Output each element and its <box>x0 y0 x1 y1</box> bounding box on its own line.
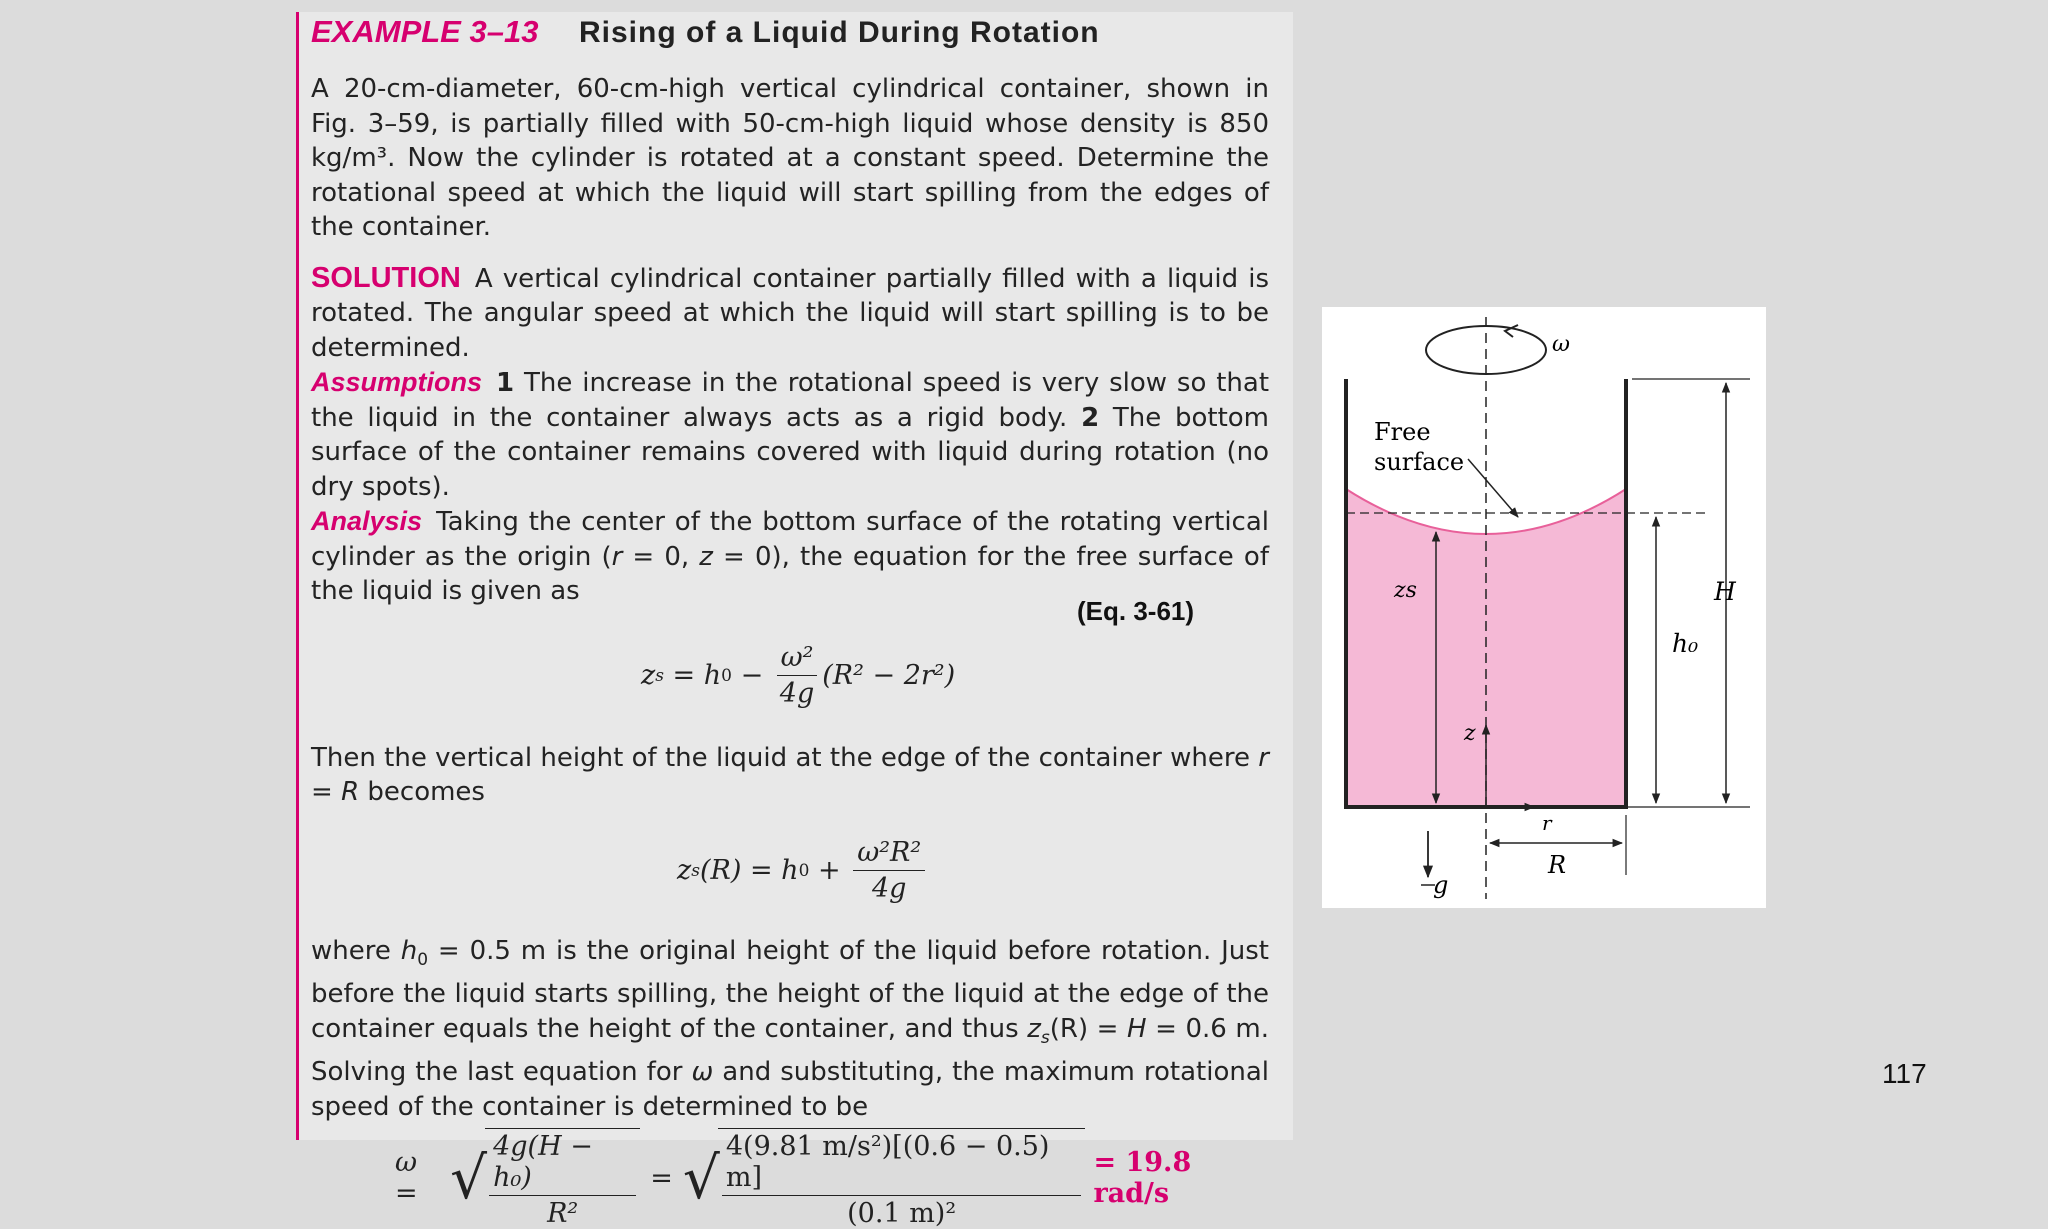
rotating-cylinder-figure <box>1322 307 1766 908</box>
edge-height-equation <box>677 828 1269 914</box>
eq1-h-sub: 0 <box>721 665 732 686</box>
analysis-r: r <box>611 541 623 572</box>
assumptions-paragraph <box>311 365 1269 504</box>
analysis-paragraph <box>311 504 1269 609</box>
eq2-equals: = <box>741 855 782 886</box>
edge-height-paragraph <box>311 741 1269 810</box>
eq1-h: h <box>703 660 722 691</box>
eq2-plus: + <box>809 855 850 886</box>
eq3-fraction-2 <box>722 1131 1082 1229</box>
rotational-speed-equation <box>395 1130 1269 1229</box>
substitution-paragraph <box>311 934 1269 1125</box>
where-h: h <box>400 935 418 966</box>
then-r: r <box>1258 742 1269 773</box>
assumptions-label: Assumptions <box>311 367 483 397</box>
eq3-sqrt-2: √ $\frac{\text{4(9.81 m/s²)[(0.6 − 0.5) m]}}{\text{(0.1 m)²}}$ <box>683 1128 1086 1229</box>
eq1-minus: − <box>731 660 772 691</box>
assumption-1-text: The increase in the rotational speed is very slow so that the liquid in the container always acts as a rigid body. <box>311 368 1270 433</box>
margin-bar <box>296 12 299 1140</box>
eq1-fraction <box>776 642 818 709</box>
eq3-result: = 19.8 rad/s <box>1093 1147 1192 1210</box>
assumption-2-text: The bottom surface of the container remains covered with liquid during rotation (no dry spots). <box>311 402 1270 502</box>
eq2-zs-sub: s <box>691 860 700 881</box>
free-surface-pointer <box>1468 459 1518 517</box>
analysis-text-3: = 0), the equation for the free surface of the liquid is given as <box>311 541 1269 606</box>
then-text-2: = <box>311 777 342 807</box>
eq1-numerator: ω² <box>777 642 818 676</box>
h0-label: h₀ <box>1672 629 1699 658</box>
then-R: R <box>341 777 360 807</box>
where-text-4: = 0.6 m. Solving the last equation for <box>311 1013 1269 1088</box>
example-title: Rising of a Liquid During Rotation <box>579 16 1100 49</box>
eq1-parenthesis: (R² − 2r²) <box>822 660 956 691</box>
eq2-numerator: ω²R² <box>853 837 925 871</box>
free-surface-equation <box>641 633 1269 719</box>
cylinder-diagram <box>1322 307 1766 908</box>
where-text-3: (R) = <box>1049 1013 1128 1044</box>
eq1-denominator: 4g <box>779 678 815 709</box>
free-surface-label-1: Free <box>1374 418 1431 446</box>
eq3-numerator-1: 4g(H − h₀) <box>489 1131 636 1196</box>
eq2-zs: z <box>677 855 692 886</box>
omega-label: ω <box>1552 332 1570 357</box>
analysis-text-2: = 0, <box>622 541 700 572</box>
where-text-1: where <box>311 935 401 966</box>
where-z-sub: s <box>1040 1027 1050 1048</box>
eq2-denominator: 4g <box>871 873 907 904</box>
problem-statement: A 20-cm-diameter, 60-cm-high vertical cylindrical container, shown in Fig. 3–59, is partially filled with 50-cm-high liquid whose density is 850 kg/m³. Now the cylinder is rotated at a constant speed. Determine the rotational speed at which the liquid will start spilling from the edges of the container. <box>311 74 1269 242</box>
solution-text: A vertical cylindrical container partially filled with a liquid is rotated. The angular speed at which the liquid will start spilling is to be determined. <box>311 263 1269 363</box>
solution-paragraph <box>311 261 1269 366</box>
where-z: z <box>1027 1013 1041 1044</box>
eq3-equals: = <box>650 1162 673 1194</box>
where-text-5: and substituting, the maximum rotational speed of the container is determined to be <box>311 1057 1269 1122</box>
example-header <box>311 14 1269 64</box>
where-h-sub: 0 <box>417 949 429 970</box>
solution-label: SOLUTION <box>311 261 461 294</box>
zs-label: zs <box>1394 578 1417 603</box>
eq1-zs-sub: s <box>655 665 664 686</box>
eq3-sqrt-1: √ $\frac{\text{4g(H − h₀)}}{\text{R²}}$ <box>450 1128 640 1229</box>
eq3-omega: ω = <box>395 1147 418 1210</box>
analysis-z: z <box>699 541 713 572</box>
eq2-h-sub: 0 <box>798 860 810 881</box>
equation-number-label: (Eq. 3-61) <box>1077 596 1195 626</box>
then-text-3: becomes <box>359 777 485 807</box>
R-label: R <box>1548 851 1567 879</box>
eq2-fraction <box>853 837 925 904</box>
assumption-1-number: 1 <box>496 368 515 398</box>
z-label: z <box>1464 721 1476 746</box>
where-text-2: = 0.5 m is the original height of the liquid before rotation. Just before the liquid starts spilling, the height of the liquid at the edge of the container equals the height of the container, and thus <box>311 935 1269 1044</box>
H-label: H <box>1714 577 1736 606</box>
g-label: g <box>1433 871 1449 899</box>
free-surface-label-2: surface <box>1374 448 1465 476</box>
eq1-equals: = <box>663 660 704 691</box>
analysis-text-1: Taking the center of the bottom surface of the rotating vertical cylinder as the origin ( <box>311 507 1269 572</box>
eq3-denominator-2: (0.1 m)² <box>847 1197 957 1229</box>
analysis-label: Analysis <box>311 506 423 536</box>
assumption-2-number: 2 <box>1081 402 1100 433</box>
eq3-numerator-2: 4(9.81 m/s²)[(0.6 − 0.5) m] <box>722 1131 1082 1196</box>
example-label: EXAMPLE 3–13 <box>311 14 539 49</box>
where-H: H <box>1127 1013 1147 1044</box>
then-text-1: Then the vertical height of the liquid at the edge of the container where <box>311 742 1259 773</box>
eq3-denominator-1: R² <box>547 1197 579 1229</box>
eq3-fraction-1 <box>489 1131 636 1229</box>
eq2-arg: (R) <box>699 855 742 886</box>
where-omega: ω <box>691 1057 714 1088</box>
example-content <box>311 14 1270 1229</box>
eq2-h: h <box>781 855 799 886</box>
eq1-zs: z <box>641 660 656 691</box>
r-label: r <box>1542 811 1552 835</box>
page-number: 117 <box>1882 1058 1927 1089</box>
